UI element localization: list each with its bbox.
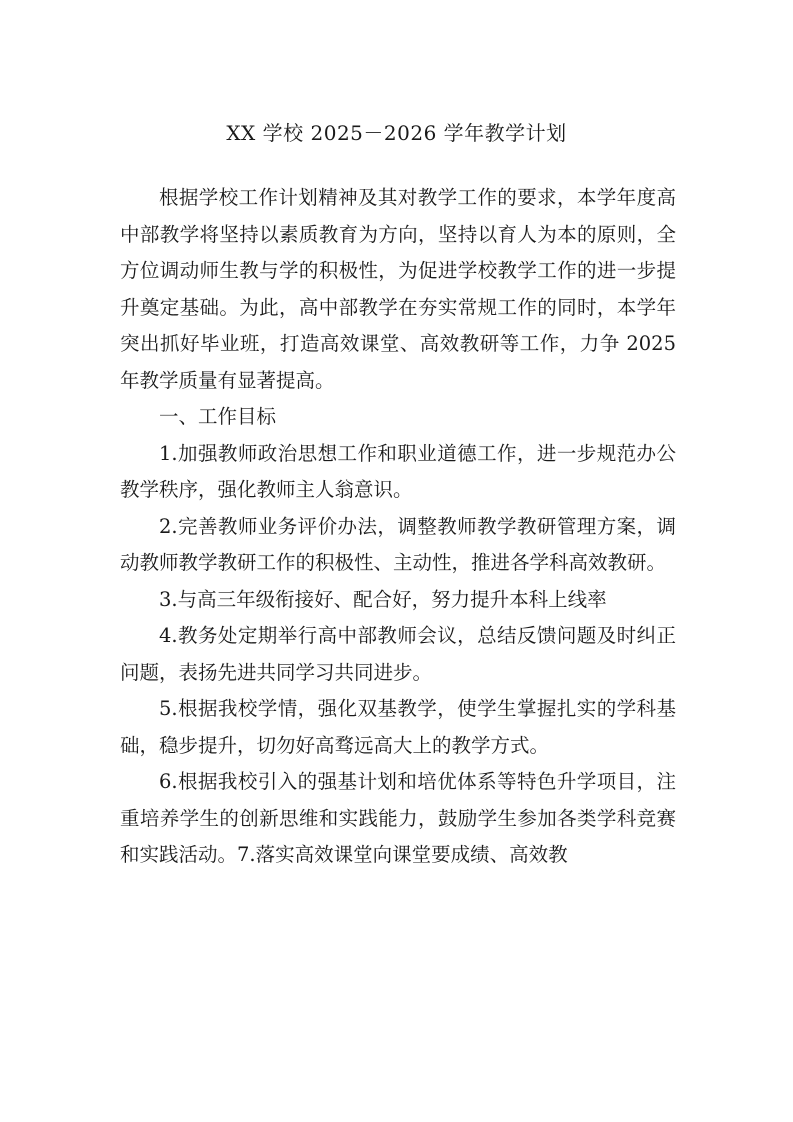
- paragraph-goal-5: 5.根据我校学情，强化双基教学，使学生掌握扎实的学科基础，稳步提升，切勿好高骛远高大上的教学方式。: [120, 697, 676, 757]
- section-heading-goals: 一、工作目标: [159, 405, 277, 428]
- paragraph-goal-1: 1.加强教师政治思想工作和职业道德工作，进一步规范办公教学秩序，强化教师主人翁意识。: [120, 441, 676, 501]
- paragraph-goal-3: 3.与高三年级衔接好、配合好，努力提升本科上线率: [159, 587, 607, 611]
- paragraph-goal-4: 4.教务处定期举行高中部教师会议，总结反馈问题及时纠正问题，表扬先进共同学习共同进步。: [120, 624, 676, 684]
- document-body: [120, 180, 676, 874]
- document-title: XX 学校 2025－2026 学年教学计划: [226, 121, 567, 145]
- paragraph-goal-2: 2.完善教师业务评价办法，调整教师教学教研管理方案，调动教师教学教研工作的积极性、主动性，推进各学科高效教研。: [120, 514, 676, 574]
- paragraph-intro: 根据学校工作计划精神及其对教学工作的要求，本学年度高中部教学将坚持以素质教育为方向，坚持以育人为本的原则，全方位调动师生教与学的积极性，为促进学校教学工作的进一步提升奠定基础。为此，高中部教学在夯实常规工作的同时，本学年突出抓好毕业班，打造高效课堂、高效教研等工作，力争 2025 年教学质量有显著提高。: [120, 186, 676, 392]
- paragraph-goal-6: 6.根据我校引入的强基计划和培优体系等特色升学项目，注重培养学生的创新思维和实践能力，鼓励学生参加各类学科竞赛和实践活动。7.落实高效课堂向课堂要成绩、高效教: [120, 770, 676, 866]
